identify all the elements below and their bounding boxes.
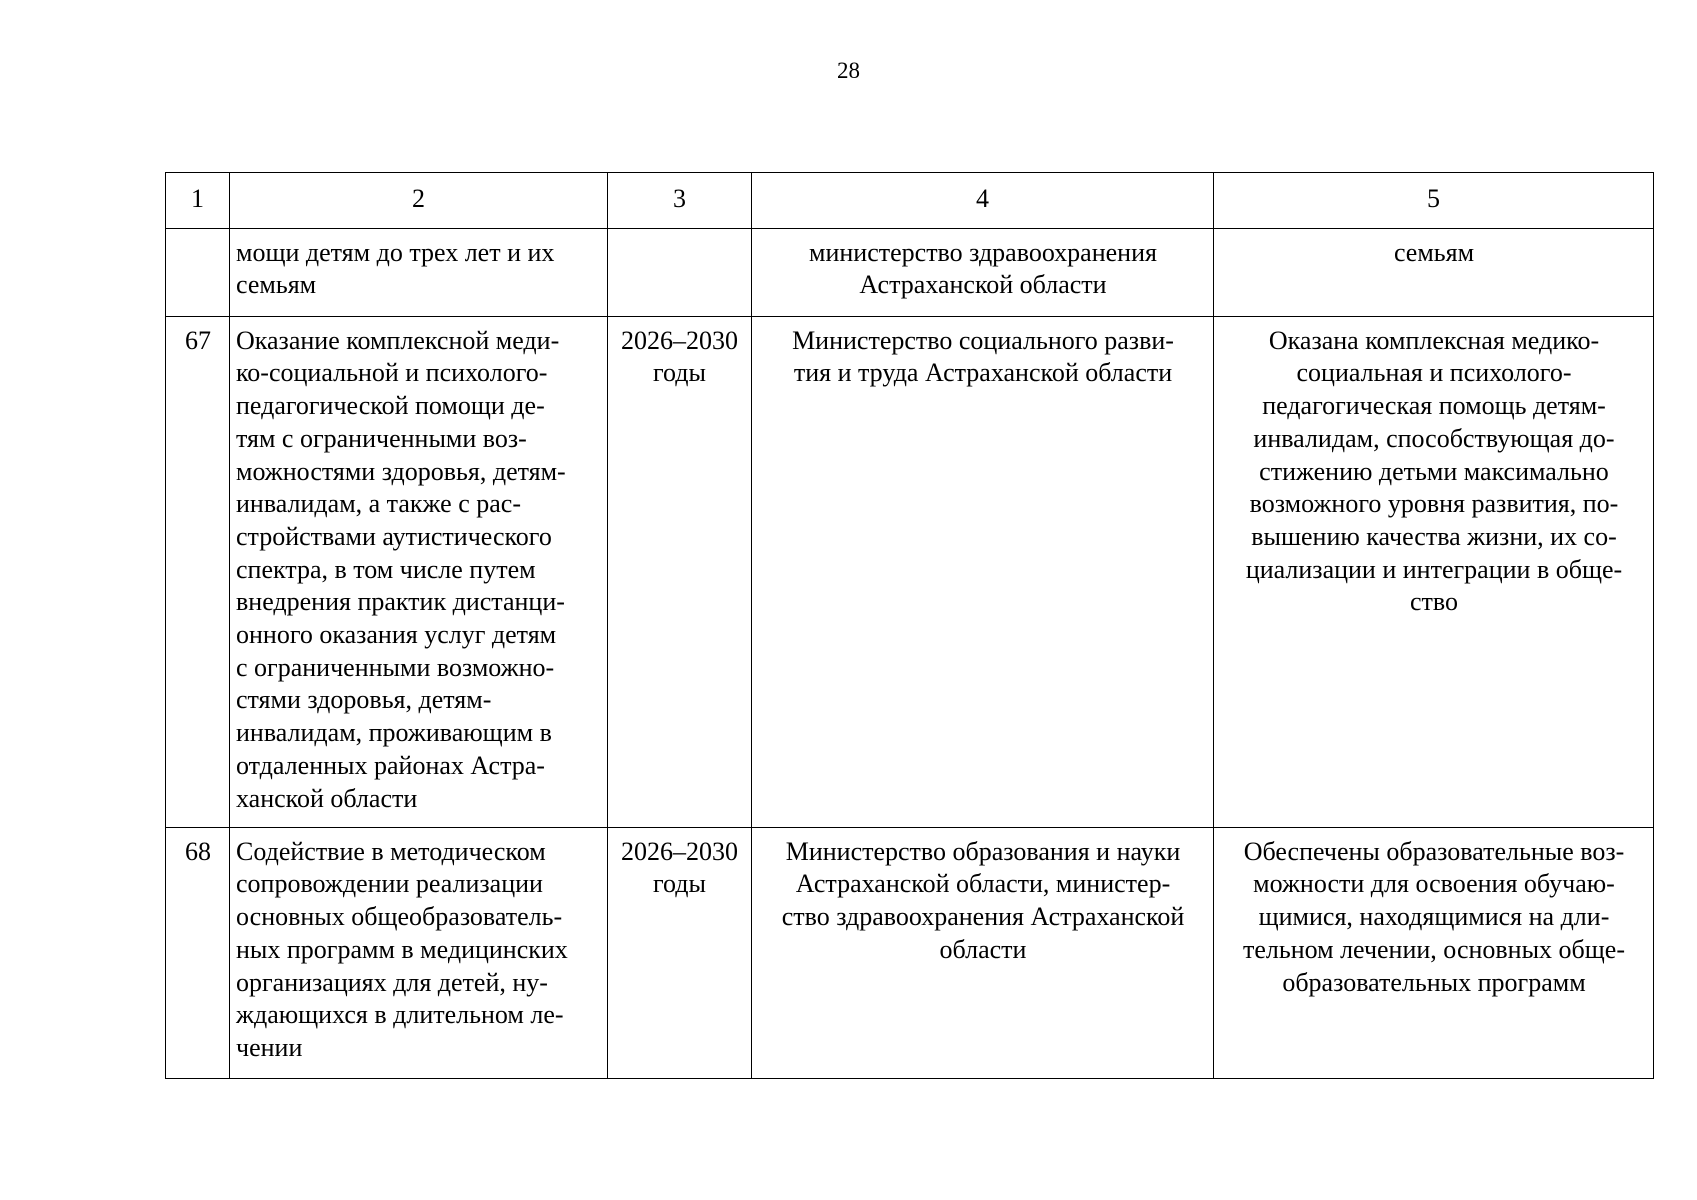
result-text: семьям <box>1393 237 1475 267</box>
period-cell <box>608 228 752 316</box>
event-cell <box>230 827 608 1078</box>
header-cell: 5 <box>1214 173 1654 229</box>
executor-text: министерство здравоохранения Астраханской области <box>809 237 1157 300</box>
event-cell <box>230 228 608 316</box>
header-cell: 1 <box>166 173 230 229</box>
header-cell: 4 <box>752 173 1214 229</box>
table-row <box>166 228 1654 316</box>
executor-cell <box>752 827 1214 1078</box>
row-number: 68 <box>185 836 211 866</box>
event-cell <box>230 316 608 827</box>
event-text: мощи детям до трех лет и их семьям <box>236 237 555 300</box>
table-row <box>166 827 1654 1078</box>
header-cell: 2 <box>230 173 608 229</box>
table-row <box>166 316 1654 827</box>
page-number: 28 <box>837 58 860 83</box>
period-text: 2026–2030 годы <box>621 325 738 388</box>
row-number-cell <box>166 228 230 316</box>
executor-cell <box>752 228 1214 316</box>
header-cell: 3 <box>608 173 752 229</box>
result-text: Обеспечены образовательные воз- можности для освоения обучаю- щимися, находящимися на дли- тельном лечении, основных обще- образовательных программ <box>1242 836 1626 997</box>
event-text: Содействие в методическом сопровождении реализации основных общеобразователь- ных программ в медицинских организациях для детей, ну- ждающихся в длительном ле- чении <box>236 836 568 1062</box>
executor-text: Министерство социального разви- тия и труда Астраханской области <box>792 325 1174 388</box>
period-text: 2026–2030 годы <box>621 836 738 899</box>
period-cell <box>608 316 752 827</box>
result-cell <box>1214 228 1654 316</box>
row-number-cell <box>166 316 230 827</box>
row-number: 67 <box>185 325 211 355</box>
measures-table <box>165 172 1654 1079</box>
result-text: Оказана комплексная медико- социальная и психолого- педагогическая помощь детям- инвалидам, способствующая до- стижению детьми максимально возможного уровня развития, по- вышению качества жизни, их со- циализации и интеграции в обще- ство <box>1245 325 1623 617</box>
event-text: Оказание комплексной меди- ко-социальной и психолого- педагогической помощи де- тям с ограниченными воз- можностями здоровья, детям- инвалидам, а также с рас- стройствами аутистического спектра, в том числе путем внедрения практик дистанци- онного оказания услуг детям с ограниченными возможно- стями здоровья, детям- инвалидам, проживающим в отдаленных районах Астра- ханской области <box>236 325 566 813</box>
row-number-cell <box>166 827 230 1078</box>
executor-text: Министерство образования и науки Астраханской области, министер- ство здравоохранения Астраханской области <box>781 836 1185 964</box>
period-cell <box>608 827 752 1078</box>
table-header-row <box>166 173 1654 229</box>
executor-cell <box>752 316 1214 827</box>
result-cell <box>1214 827 1654 1078</box>
result-cell <box>1214 316 1654 827</box>
